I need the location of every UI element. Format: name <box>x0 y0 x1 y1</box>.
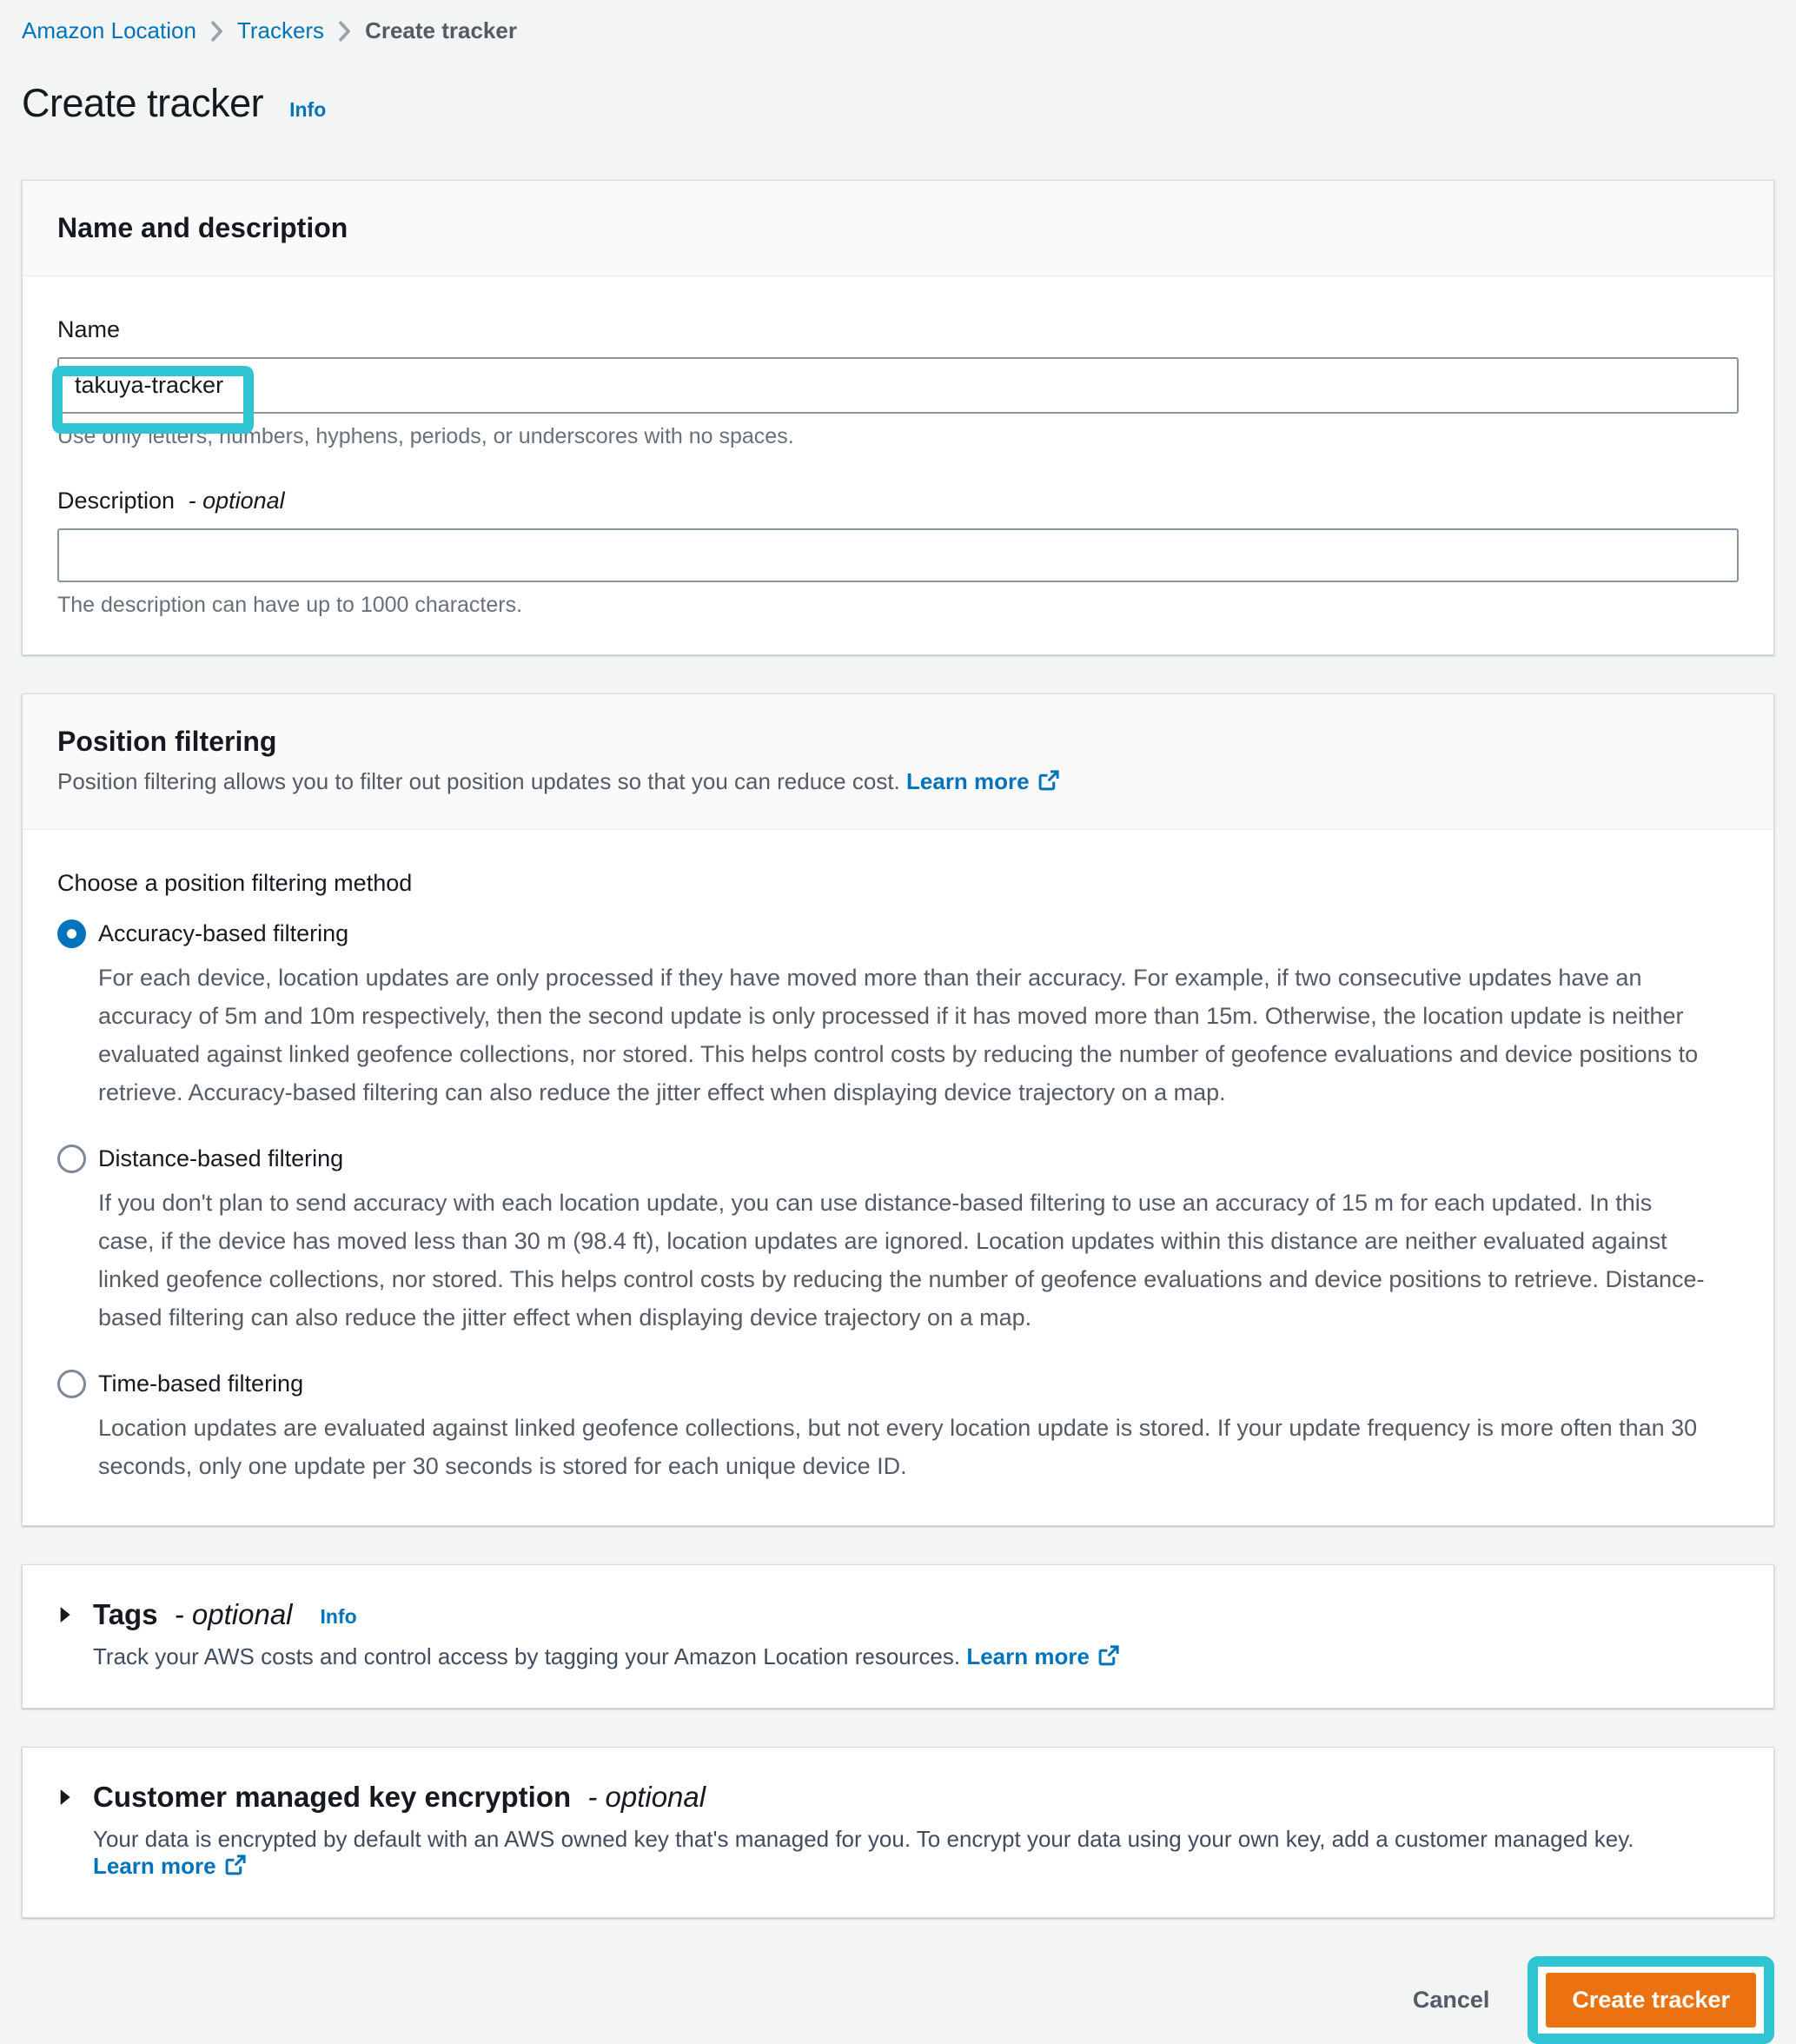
description-constraint: The description can have up to 1000 characters. <box>57 593 523 617</box>
tags-learn-more-link[interactable] <box>966 1643 1119 1669</box>
cancel-button[interactable]: Cancel <box>1412 1987 1490 2013</box>
external-link-icon <box>1037 771 1059 797</box>
name-label: Name <box>57 316 121 342</box>
position-filtering-subtitle <box>57 768 1739 798</box>
choose-method-label: Choose a position filtering method <box>57 870 413 896</box>
encryption-title-text: Customer managed key encryption <box>93 1781 572 1813</box>
description-input[interactable] <box>57 528 1739 582</box>
tags-info-link[interactable]: Info <box>320 1604 357 1628</box>
radio-accuracy-description: For each device, location updates are only processed if they have moved more than their accuracy. For example, if two consecutive updates have an accuracy of 5m and 10m respectively, then the second update is only processed if it has moved more than 15m. Otherwise, the location update is neither evaluated against linked geofence collections, nor stored. This helps control costs by reducing the number of geofence evaluations and device positions to retrieve. Accuracy-based filtering can also reduce the jitter effect when displaying device trajectory on a map. <box>98 965 1699 1105</box>
chevron-right-icon <box>210 21 223 42</box>
title-info-link[interactable]: Info <box>289 98 327 121</box>
radio-accuracy-based[interactable] <box>57 919 86 948</box>
name-constraint: Use only letters, numbers, hyphens, periods, or underscores with no spaces. <box>57 424 794 448</box>
radio-time-description: Location updates are evaluated against linked geofence collections, but not every location update is stored. If your update frequency is more often than 30 seconds, only one update per 30 seconds is stored for each unique device ID. <box>98 1415 1698 1479</box>
tags-description-text: Track your AWS costs and control access by tagging your Amazon Location resources. <box>93 1643 961 1669</box>
position-filtering-body <box>23 830 1773 1525</box>
radio-distance-based[interactable] <box>57 1145 86 1173</box>
encryption-description-text: Your data is encrypted by default with an AWS owned key that's managed for you. To encrypt your data using your own key, add a customer managed key. <box>93 1826 1634 1852</box>
radio-row-time[interactable] <box>57 1370 1739 1398</box>
create-tracker-button[interactable]: Create tracker <box>1546 1973 1756 2027</box>
page-title: Create tracker <box>22 81 264 125</box>
chevron-right-icon <box>338 21 351 42</box>
position-filtering-subtitle-text: Position filtering allows you to filter out position updates so that you can reduce cost. <box>57 768 900 794</box>
tags-expander[interactable] <box>57 1598 1739 1631</box>
name-description-body <box>23 276 1773 654</box>
learn-more-label: Learn more <box>93 1853 216 1879</box>
description-label <box>57 488 1739 514</box>
radio-time-label[interactable]: Time-based filtering <box>98 1370 304 1397</box>
caret-right-icon[interactable] <box>57 1605 72 1624</box>
breadcrumb-current: Create tracker <box>365 17 517 43</box>
position-filtering-learn-more-link[interactable] <box>906 768 1059 794</box>
radio-time-based[interactable] <box>57 1370 86 1398</box>
encryption-learn-more-link[interactable] <box>93 1853 246 1879</box>
position-filtering-title: Position filtering <box>57 726 277 757</box>
page-title-row <box>22 81 1774 126</box>
breadcrumb-link-trackers[interactable]: Trackers <box>236 17 325 43</box>
name-description-header <box>23 181 1773 276</box>
caret-right-icon[interactable] <box>57 1788 72 1807</box>
description-optional-suffix: - optional <box>188 488 285 514</box>
external-link-icon <box>1097 1646 1119 1672</box>
radio-row-accuracy[interactable] <box>57 919 1739 948</box>
encryption-panel <box>22 1747 1774 1918</box>
name-input[interactable] <box>57 357 1739 414</box>
tags-description <box>93 1643 1739 1673</box>
radio-distance-label[interactable]: Distance-based filtering <box>98 1145 344 1171</box>
radio-row-distance[interactable] <box>57 1145 1739 1173</box>
learn-more-label: Learn more <box>906 768 1030 794</box>
breadcrumb-link-amazon-location[interactable]: Amazon Location <box>22 17 196 43</box>
radio-distance-description: If you don't plan to send accuracy with each location update, you can use distance-based filtering to use an accuracy of 15 m for each updated. In this case, if the device has moved less than 30 m (98.4 ft), location updates are ignored. Location updates within this distance are neither evaluated against linked geofence collections, nor stored. This helps control costs by reducing the number of geofence evaluations and device positions to retrieve. Distance-based filtering can also reduce the jitter effect when displaying device trajectory on a map. <box>98 1190 1705 1331</box>
encryption-title[interactable] <box>93 1781 706 1814</box>
breadcrumb <box>22 17 1774 44</box>
name-input-wrap <box>57 357 1739 414</box>
description-label-text: Description <box>57 488 176 514</box>
learn-more-label: Learn more <box>966 1643 1090 1669</box>
encryption-optional-suffix: - optional <box>587 1781 706 1813</box>
tags-panel <box>22 1564 1774 1709</box>
name-description-panel <box>22 180 1774 655</box>
external-link-icon <box>224 1855 246 1881</box>
position-filtering-panel <box>22 694 1774 1526</box>
radio-accuracy-label[interactable]: Accuracy-based filtering <box>98 920 349 946</box>
annotation-highlight-create-button <box>1528 1956 1774 2044</box>
tags-optional-suffix: - optional <box>174 1598 293 1630</box>
name-description-title: Name and description <box>57 212 348 243</box>
position-filtering-header <box>23 694 1773 830</box>
encryption-description <box>93 1826 1739 1882</box>
tags-title[interactable] <box>93 1598 293 1631</box>
encryption-expander[interactable] <box>57 1781 1739 1814</box>
tags-title-text: Tags <box>93 1598 158 1630</box>
footer-actions <box>22 1956 1774 2044</box>
